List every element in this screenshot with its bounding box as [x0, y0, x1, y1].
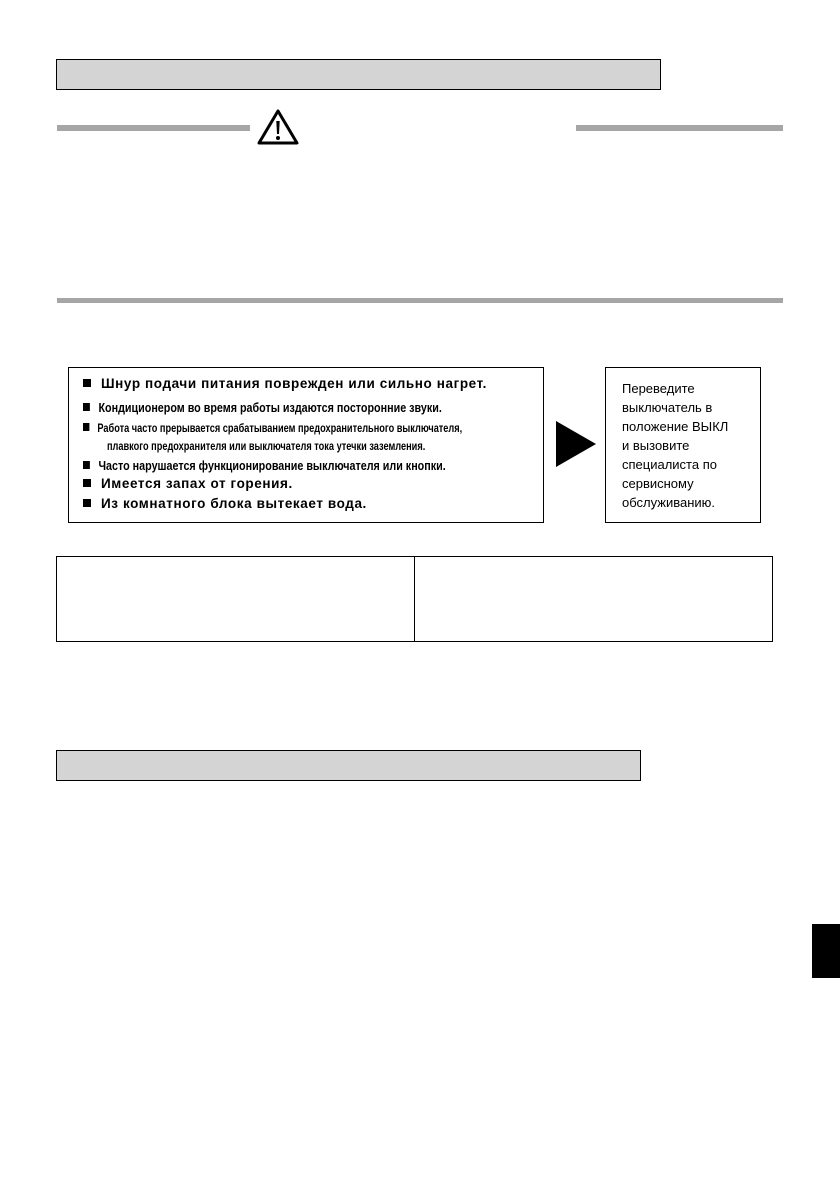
condition-item: Часто нарушается функционирование выключателя или кнопки.	[83, 457, 446, 475]
condition-item-continuation: плавкого предохранителя или выключателя тока утечки заземления.	[107, 441, 426, 453]
action-text-line: положение ВЫКЛ	[622, 419, 729, 434]
square-bullet-icon	[83, 403, 90, 411]
table-column-divider	[414, 556, 415, 642]
warning-rule-right	[576, 125, 783, 131]
section-header-bar-top	[56, 59, 661, 90]
action-text-line: обслуживанию.	[622, 495, 716, 510]
page-edge-tab	[812, 924, 840, 978]
conditions-box	[68, 367, 544, 523]
action-text-line: выключатель в	[622, 400, 713, 415]
square-bullet-icon	[83, 499, 91, 507]
square-bullet-icon	[83, 379, 91, 387]
warning-triangle-icon	[256, 108, 300, 146]
square-bullet-icon	[83, 479, 91, 487]
action-text-line: сервисному	[622, 476, 694, 491]
action-text-line: специалиста по	[622, 457, 717, 472]
section-separator-rule	[57, 298, 783, 303]
action-box	[605, 367, 761, 523]
condition-item: Шнур подачи питания поврежден или сильно нагрет.	[83, 375, 487, 393]
square-bullet-icon	[83, 461, 90, 469]
section-header-bar-bottom	[56, 750, 641, 781]
action-text-line: Переведите	[622, 381, 695, 396]
condition-item: Из комнатного блока вытекает вода.	[83, 495, 367, 513]
action-text-line: и вызовите	[622, 438, 690, 453]
warning-rule-left	[57, 125, 250, 131]
condition-item: Работа часто прерывается срабатыванием предохранительного выключателя,	[83, 420, 462, 438]
square-bullet-icon	[83, 423, 89, 431]
condition-item: Имеется запах от горения.	[83, 475, 293, 493]
condition-item: Кондиционером во время работы издаются посторонние звуки.	[83, 399, 442, 417]
arrow-right-icon	[556, 421, 596, 467]
